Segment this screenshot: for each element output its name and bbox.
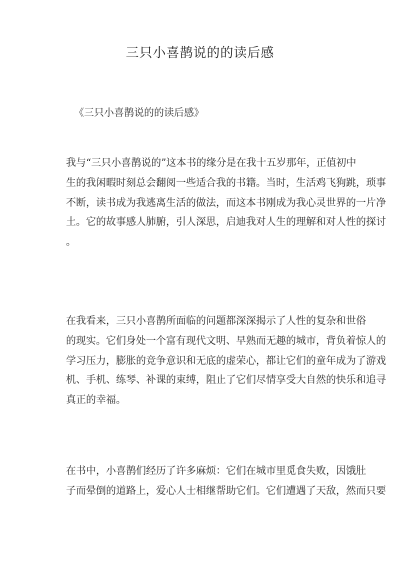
paragraph-line: 我与“三只小喜鹊说的”这本书的缘分是在我十五岁那年，正值初中: [66, 158, 357, 169]
paragraph-line: 学习压力，膨胀的竞争意识和无底的虚荣心，都让它们的童年成为了游戏: [66, 355, 386, 367]
paragraph-line: 在书中，小喜鹊们经历了许多麻烦：它们在城市里觅食失败，因饿肚: [66, 466, 366, 477]
document-title: 三只小喜鹊说的的读后感: [125, 46, 275, 61]
paragraph-3: [66, 462, 386, 502]
paragraph-line: 子而晕倒的道路上，爱心人士相继帮助它们。它们遭遇了天敌，然而只要: [66, 485, 386, 497]
paragraph-line: 的现实。它们身处一个富有现代文明、早熟而无趣的城市，背负着惊人的: [66, 335, 386, 347]
paragraph-2: [66, 312, 386, 411]
paragraph-line: 。: [66, 237, 76, 249]
paragraph-line: 不断，读书成为我逃离生活的做法，而这本书刚成为我心灵世界的一片净: [66, 197, 386, 209]
paragraph-line: 土。它的故事感人肺腑，引人深思，启迪我对人生的理解和对人性的探讨: [66, 217, 386, 229]
paragraph-line: 真正的幸福。: [66, 395, 126, 407]
paragraph-1: [66, 154, 386, 253]
paragraph-line: 在我看来，三只小喜鹊所面临的问题都深深揭示了人性的复杂和世俗: [66, 316, 366, 327]
paragraph-line: 机、手机、练琴、补课的束缚，阻止了它们尽情享受大自然的快乐和追寻: [66, 375, 386, 387]
paragraph-line: 生的我闲暇时刻总会翻阅一些适合我的书籍。当时，生活鸡飞狗跳，琐事: [66, 177, 386, 189]
document-subtitle: 《三只小喜鹊说的的读后感》: [74, 108, 204, 119]
